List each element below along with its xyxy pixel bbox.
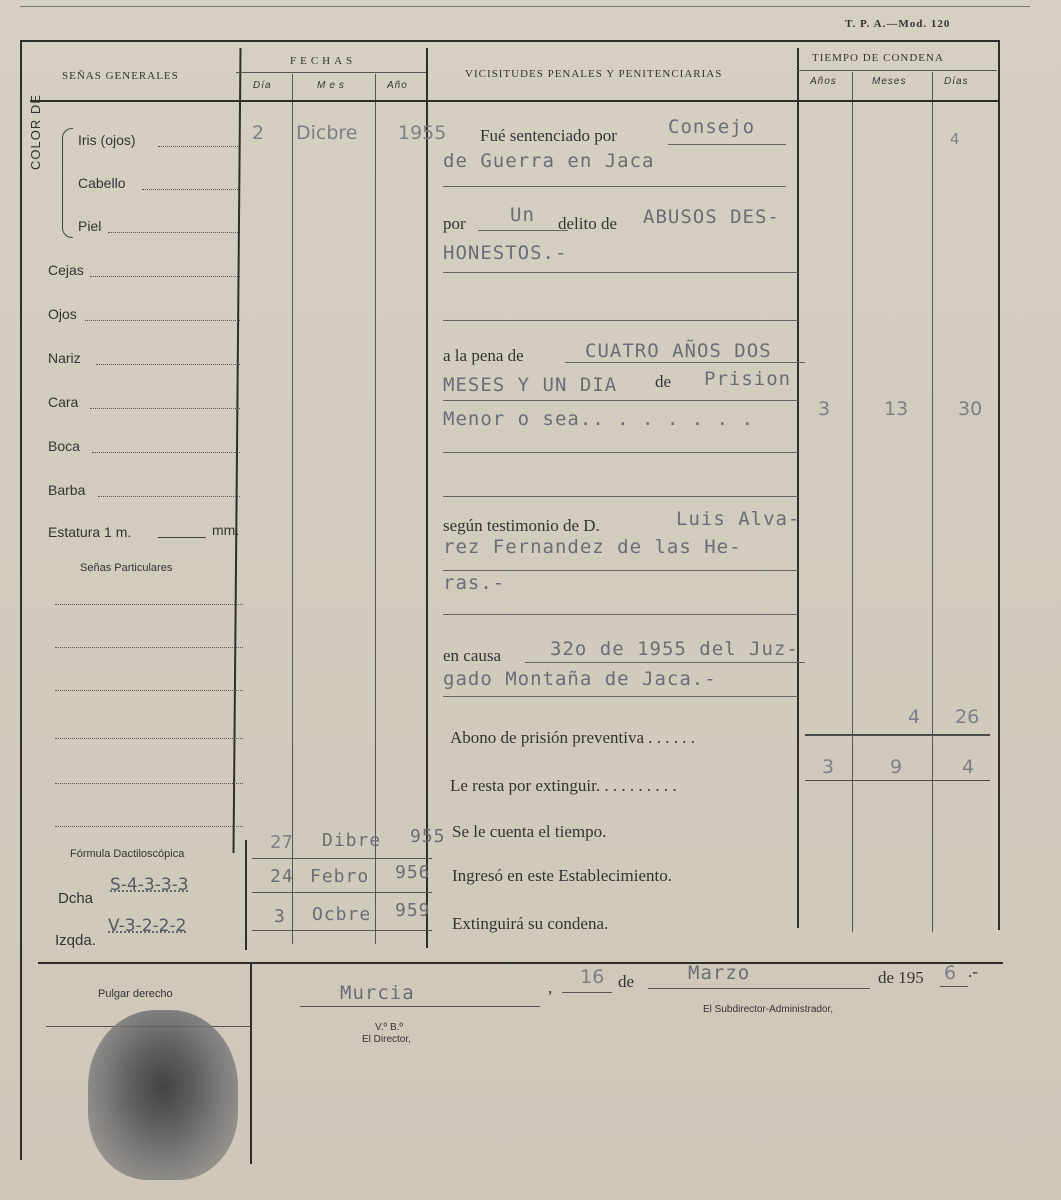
footer-dia: 16 <box>580 966 605 988</box>
delito-label: delito de <box>558 214 618 233</box>
sentenciado-value: Consejo <box>668 116 756 138</box>
sentence-dia: 2 <box>252 122 265 144</box>
senas-line-4 <box>55 738 243 739</box>
footer-anio-suffix: .- <box>968 962 978 981</box>
barba-label: Barba <box>48 482 86 498</box>
col-line-lower <box>245 840 247 950</box>
pena-label: a la pena de <box>443 346 524 365</box>
condena-first-dias: 4 <box>950 130 960 148</box>
color-de-label: COLOR DE <box>28 94 43 170</box>
ciudad-line <box>300 1006 540 1007</box>
header-bottom-line <box>30 100 998 102</box>
resta-label: Le resta por extinguir. . . . . . . . . . <box>450 776 677 795</box>
footer-director: El Director, <box>362 1034 411 1045</box>
pena-dias: 30 <box>958 398 983 420</box>
testimonio-value: Luis Alva- <box>676 508 801 530</box>
footer-anio-digit: 6 <box>944 962 957 984</box>
cuenta-anio: 955 <box>410 826 446 847</box>
izqda-label: Izqda. <box>55 932 96 949</box>
frame-right <box>998 40 1000 930</box>
dcha-label: Dcha <box>58 890 94 907</box>
iris-dots <box>158 146 238 147</box>
cabello-dots <box>142 189 238 190</box>
sentenciado-line-2 <box>443 186 786 187</box>
resta-meses: 9 <box>890 756 903 778</box>
senas-particulares-label: Señas Particulares <box>80 562 173 574</box>
ojos-label: Ojos <box>48 306 77 322</box>
resta-dias: 4 <box>962 756 975 778</box>
resta-line <box>805 780 990 781</box>
piel-dots <box>108 232 238 233</box>
header-vicisitudes: VICISITUDES PENALES Y PENITENCIARIAS <box>465 68 723 80</box>
tiempo-sub-line <box>797 70 997 71</box>
col-line-meses <box>932 72 933 932</box>
senas-line-3 <box>55 690 243 691</box>
footer-ciudad: Murcia <box>340 982 415 1004</box>
header-anios: Años <box>810 76 837 87</box>
delito-value: ABUSOS DES- <box>643 206 780 228</box>
header-meses: Meses <box>872 76 907 87</box>
pena-value: CUATRO AÑOS DOS <box>585 340 772 362</box>
barba-dots <box>98 496 240 497</box>
header-senas-generales: SEÑAS GENERALES <box>62 70 179 82</box>
col-line-anios <box>852 72 853 932</box>
footer-de-anio: de 195 <box>878 968 924 987</box>
header-dias: Días <box>944 76 969 87</box>
resta-anios: 3 <box>822 756 835 778</box>
pena-anios: 3 <box>818 398 831 420</box>
extinguira-label: Extinguirá su condena. <box>452 914 609 933</box>
pena-line-1 <box>565 362 805 363</box>
col-line-senas <box>232 48 241 853</box>
cuenta-line <box>252 858 432 859</box>
por-value: Un <box>510 204 535 226</box>
senas-line-1 <box>55 604 243 605</box>
color-brace <box>62 128 73 238</box>
footer-comma: , <box>548 978 553 997</box>
col-line-dia <box>292 74 293 944</box>
footer-divider <box>250 964 252 1164</box>
ingreso-label: Ingresó en este Establecimiento. <box>452 866 672 885</box>
boca-dots <box>92 452 240 453</box>
nariz-dots <box>96 364 240 365</box>
pena-de: de <box>655 372 672 391</box>
pena-value4: Menor o sea.. . . . . . . <box>443 408 754 430</box>
senas-line-2 <box>55 647 243 648</box>
por-line <box>478 230 568 231</box>
ojos-dots <box>85 320 240 321</box>
causa-value: 32o de 1955 del Juz- <box>550 638 799 660</box>
pena-value3: Prision <box>704 368 792 390</box>
causa-line-1 <box>525 662 805 663</box>
por-label: por <box>443 214 466 233</box>
header-dia: Día <box>253 80 272 91</box>
col-line-mes <box>375 74 376 944</box>
footer-de1: de <box>618 972 635 991</box>
footer-vb: V.º B.º <box>375 1022 404 1033</box>
senas-line-5 <box>55 783 243 784</box>
ingreso-dia: 24 <box>270 866 294 887</box>
cejas-dots <box>90 276 240 277</box>
izqda-value: V-3-2-2-2 <box>108 916 187 936</box>
testimonio-line-3 <box>443 614 798 615</box>
header-tiempo-condena: TIEMPO DE CONDENA <box>812 52 944 64</box>
piel-label: Piel <box>78 218 102 234</box>
extincion-anio: 959 <box>395 900 431 921</box>
senas-line-6 <box>55 826 243 827</box>
pena-line-2 <box>443 400 798 401</box>
nariz-label: Nariz <box>48 350 81 366</box>
form-code: T. P. A.—Mod. 120 <box>845 18 951 30</box>
footer-top-line <box>38 962 1003 964</box>
footer-mes: Marzo <box>688 962 751 984</box>
testimonio-line-2 <box>443 570 798 571</box>
mes-line <box>648 988 870 989</box>
delito-value2: HONESTOS.- <box>443 242 568 264</box>
abono-label: Abono de prisión preventiva . . . . . . <box>450 728 696 747</box>
pena-meses: 13 <box>884 398 909 420</box>
header-anio: Año <box>387 80 408 91</box>
delito-line-2 <box>443 272 798 273</box>
mm-label: mm. <box>212 522 240 538</box>
cara-dots <box>90 408 240 409</box>
ingreso-anio: 956 <box>395 862 431 883</box>
top-edge-line <box>20 6 1030 7</box>
sentenciado-value2: de Guerra en Jaca <box>443 150 655 172</box>
abono-dias: 26 <box>955 706 980 728</box>
causa-line-2 <box>443 696 798 697</box>
pena-line-3 <box>443 452 798 453</box>
header-mes: Mes <box>317 80 348 91</box>
cara-label: Cara <box>48 394 79 410</box>
ingreso-line <box>252 892 432 893</box>
sentenciado-label: Fué sentenciado por <box>480 126 617 145</box>
boca-label: Boca <box>48 438 80 454</box>
fechas-sub-line <box>236 72 426 73</box>
abono-total-line <box>805 734 990 736</box>
extincion-line <box>252 930 432 931</box>
formula-label: Fórmula Dactiloscópica <box>70 848 185 860</box>
dia-line <box>562 992 612 993</box>
estatura-label: Estatura 1 m. <box>48 524 132 540</box>
cejas-label: Cejas <box>48 262 84 278</box>
cuenta-mes: Dibre <box>322 830 382 851</box>
abono-meses: 4 <box>908 706 921 728</box>
testimonio-label: según testimonio de D. <box>443 516 600 535</box>
extincion-mes: Ocbre <box>312 904 372 925</box>
iris-label: Iris (ojos) <box>78 132 136 148</box>
cuenta-label: Se le cuenta el tiempo. <box>452 822 607 841</box>
causa-label: en causa <box>443 646 502 665</box>
thumbprint-image <box>88 1010 238 1180</box>
col-line-fechas <box>426 48 428 948</box>
col-line-vicisitudes <box>797 48 799 928</box>
cabello-label: Cabello <box>78 175 126 191</box>
extincion-dia: 3 <box>274 906 286 927</box>
cuenta-dia: 27 <box>270 832 293 853</box>
sentenciado-line-1 <box>668 144 786 145</box>
pena-value2: MESES Y UN DIA <box>443 374 618 396</box>
pena-line-4 <box>443 496 798 497</box>
header-fechas: FECHAS <box>290 55 357 67</box>
footer-subdirector: El Subdirector-Administrador, <box>703 1004 834 1015</box>
ingreso-mes: Febro <box>310 866 370 887</box>
dcha-value: S-4-3-3-3 <box>110 875 189 895</box>
anio-line <box>940 986 968 987</box>
delito-line-3 <box>443 320 798 321</box>
sentence-anio: 1955 <box>398 122 447 144</box>
causa-value2: gado Montaña de Jaca.- <box>443 668 717 690</box>
pulgar-label: Pulgar derecho <box>98 988 173 1000</box>
frame-top <box>20 40 1000 42</box>
frame-left <box>20 40 22 1160</box>
testimonio-value3: ras.- <box>443 572 506 594</box>
estatura-line <box>158 537 206 538</box>
testimonio-value2: rez Fernandez de las He- <box>443 536 742 558</box>
sentence-mes: Dicbre <box>296 122 358 144</box>
